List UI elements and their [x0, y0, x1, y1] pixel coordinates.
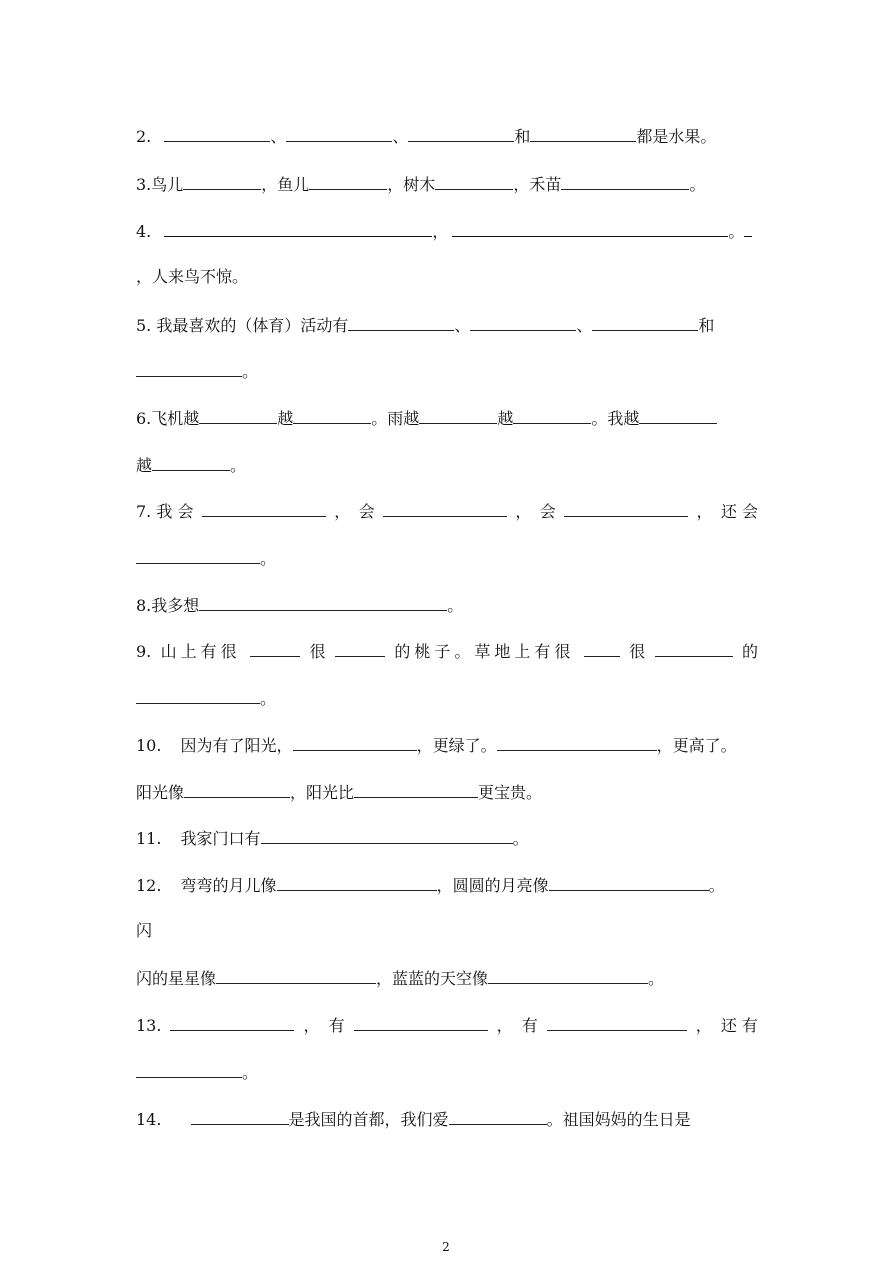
text: ，阳光比	[290, 783, 355, 802]
text: 。	[260, 689, 277, 708]
text: 。	[689, 175, 706, 194]
answer-blank[interactable]	[561, 171, 689, 190]
answer-blank[interactable]	[639, 405, 717, 424]
text: 。	[728, 222, 745, 241]
text: ，更高了。	[656, 736, 737, 755]
question-11	[136, 825, 758, 849]
answer-blank[interactable]	[136, 358, 242, 377]
answer-blank[interactable]	[383, 498, 507, 517]
text: 越	[497, 409, 514, 428]
text: 会	[539, 502, 556, 521]
text: 。	[230, 456, 247, 475]
question-4	[136, 218, 758, 242]
text: 。	[260, 549, 277, 568]
answer-blank[interactable]	[136, 1059, 242, 1078]
answer-blank[interactable]	[136, 545, 260, 564]
text: 3.鸟儿	[136, 175, 184, 194]
answer-blank[interactable]	[286, 123, 392, 142]
text: 山上有很	[160, 642, 241, 661]
text: ，圆圆的月亮像	[436, 876, 549, 895]
answer-blank[interactable]	[309, 171, 387, 190]
text: ，鱼儿	[261, 175, 310, 194]
text: 。	[512, 829, 529, 848]
text: 弯弯的月儿像	[180, 876, 277, 895]
answer-blank[interactable]	[564, 498, 688, 517]
text: 的	[741, 642, 758, 661]
text: 。祖国妈妈的生日是	[546, 1110, 691, 1129]
separator: 、	[576, 316, 593, 335]
text: 的桃子。草地上有很	[394, 642, 575, 661]
answer-blank[interactable]	[199, 592, 447, 611]
text: 是我国的首都，我们爱	[288, 1110, 449, 1129]
question-4-cont	[136, 265, 758, 289]
q-number: 12.	[136, 876, 162, 895]
answer-blank[interactable]	[152, 452, 230, 471]
q-number: 4.	[136, 222, 152, 241]
question-9-cont	[136, 685, 758, 709]
text: 都是水果。	[636, 127, 717, 146]
text: ，	[695, 1016, 712, 1035]
question-7	[136, 498, 758, 522]
answer-blank[interactable]	[470, 312, 576, 331]
separator: 、	[454, 316, 471, 335]
text: ，	[696, 502, 713, 521]
answer-blank[interactable]	[191, 1106, 289, 1125]
text: 。	[242, 362, 259, 381]
answer-blank[interactable]	[250, 638, 300, 657]
answer-blank[interactable]	[584, 638, 620, 657]
answer-blank[interactable]	[170, 1012, 294, 1031]
answer-blank[interactable]	[530, 123, 636, 142]
answer-blank[interactable]	[513, 405, 591, 424]
text: 有	[328, 1016, 345, 1035]
answer-blank[interactable]	[335, 638, 385, 657]
text: ，禾苗	[513, 175, 562, 194]
text: 和	[698, 316, 715, 335]
answer-blank[interactable]	[348, 312, 454, 331]
answer-blank[interactable]	[549, 872, 709, 891]
answer-blank[interactable]	[199, 405, 277, 424]
question-5-cont	[136, 358, 758, 382]
q-number: 9.	[136, 642, 152, 661]
text: ，蓝蓝的天空像	[376, 969, 489, 988]
text: 闪	[136, 921, 153, 940]
question-5	[136, 312, 758, 336]
text: ，	[515, 502, 532, 521]
answer-blank[interactable]	[183, 171, 261, 190]
text: 有	[521, 1016, 538, 1035]
text: 7. 我 会	[136, 502, 194, 521]
separator: 、	[392, 127, 409, 146]
text: 8.我多想	[136, 596, 200, 615]
answer-blank[interactable]	[449, 1106, 547, 1125]
text: 阳光像	[136, 783, 185, 802]
text: 。	[648, 969, 665, 988]
text: ，	[432, 222, 449, 241]
answer-blank[interactable]	[202, 498, 326, 517]
text: 越	[136, 456, 153, 475]
text: 。	[242, 1063, 259, 1082]
text: ，	[334, 502, 351, 521]
answer-blank[interactable]	[744, 218, 752, 237]
text: 我家门口有	[180, 829, 261, 848]
question-9	[136, 638, 758, 662]
question-3	[136, 171, 758, 195]
text: ，	[303, 1016, 320, 1035]
text: 还 有	[720, 1016, 758, 1035]
text: 。我越	[591, 409, 640, 428]
question-12-wrap	[136, 919, 758, 943]
answer-blank[interactable]	[547, 1012, 687, 1031]
question-7-cont	[136, 545, 758, 569]
text: 很	[309, 642, 326, 661]
text: 越	[277, 409, 294, 428]
answer-blank[interactable]	[452, 218, 728, 237]
question-2	[136, 123, 758, 147]
question-12	[136, 872, 758, 896]
answer-blank[interactable]	[164, 123, 270, 142]
text: 5. 我最喜欢的（体育）活动有	[136, 316, 349, 335]
question-13-cont	[136, 1059, 758, 1083]
answer-blank[interactable]	[164, 218, 432, 237]
text: ，人来鸟不惊。	[136, 267, 249, 286]
answer-blank[interactable]	[184, 779, 290, 798]
page-number: 2	[442, 1240, 450, 1254]
question-13	[136, 1012, 758, 1036]
text: 。	[708, 876, 725, 895]
separator: 、	[270, 127, 287, 146]
text: 6.飞机越	[136, 409, 200, 428]
answer-blank[interactable]	[293, 732, 417, 751]
answer-blank[interactable]	[261, 825, 513, 844]
answer-blank[interactable]	[354, 1012, 488, 1031]
answer-blank[interactable]	[216, 965, 376, 984]
answer-blank[interactable]	[354, 779, 478, 798]
text: 。	[447, 596, 464, 615]
text: 因为有了阳光，	[180, 736, 293, 755]
text: 还 会	[720, 502, 758, 521]
text: ，更绿了。	[416, 736, 497, 755]
q-number: 2.	[136, 127, 152, 146]
answer-blank[interactable]	[655, 638, 733, 657]
answer-blank[interactable]	[488, 965, 648, 984]
answer-blank[interactable]	[277, 872, 437, 891]
text: ，树木	[387, 175, 436, 194]
text: ，	[496, 1016, 513, 1035]
text: 很	[629, 642, 646, 661]
answer-blank[interactable]	[435, 171, 513, 190]
answer-blank[interactable]	[293, 405, 371, 424]
answer-blank[interactable]	[419, 405, 497, 424]
q-number: 10.	[136, 736, 162, 755]
answer-blank[interactable]	[136, 685, 260, 704]
question-6	[136, 405, 758, 429]
text: 。雨越	[371, 409, 420, 428]
question-6-cont	[136, 452, 758, 476]
q-number: 14.	[136, 1110, 162, 1129]
q-number: 11.	[136, 829, 162, 848]
question-10-cont	[136, 779, 758, 803]
answer-blank[interactable]	[592, 312, 698, 331]
question-12-cont	[136, 965, 758, 989]
text: 和	[514, 127, 531, 146]
text: 更宝贵。	[478, 783, 543, 802]
text: 会	[358, 502, 375, 521]
question-10	[136, 732, 758, 756]
answer-blank[interactable]	[497, 732, 657, 751]
answer-blank[interactable]	[408, 123, 514, 142]
question-8	[136, 592, 758, 616]
question-14	[136, 1106, 758, 1130]
q-number: 13.	[136, 1016, 162, 1035]
text: 闪的星星像	[136, 969, 217, 988]
